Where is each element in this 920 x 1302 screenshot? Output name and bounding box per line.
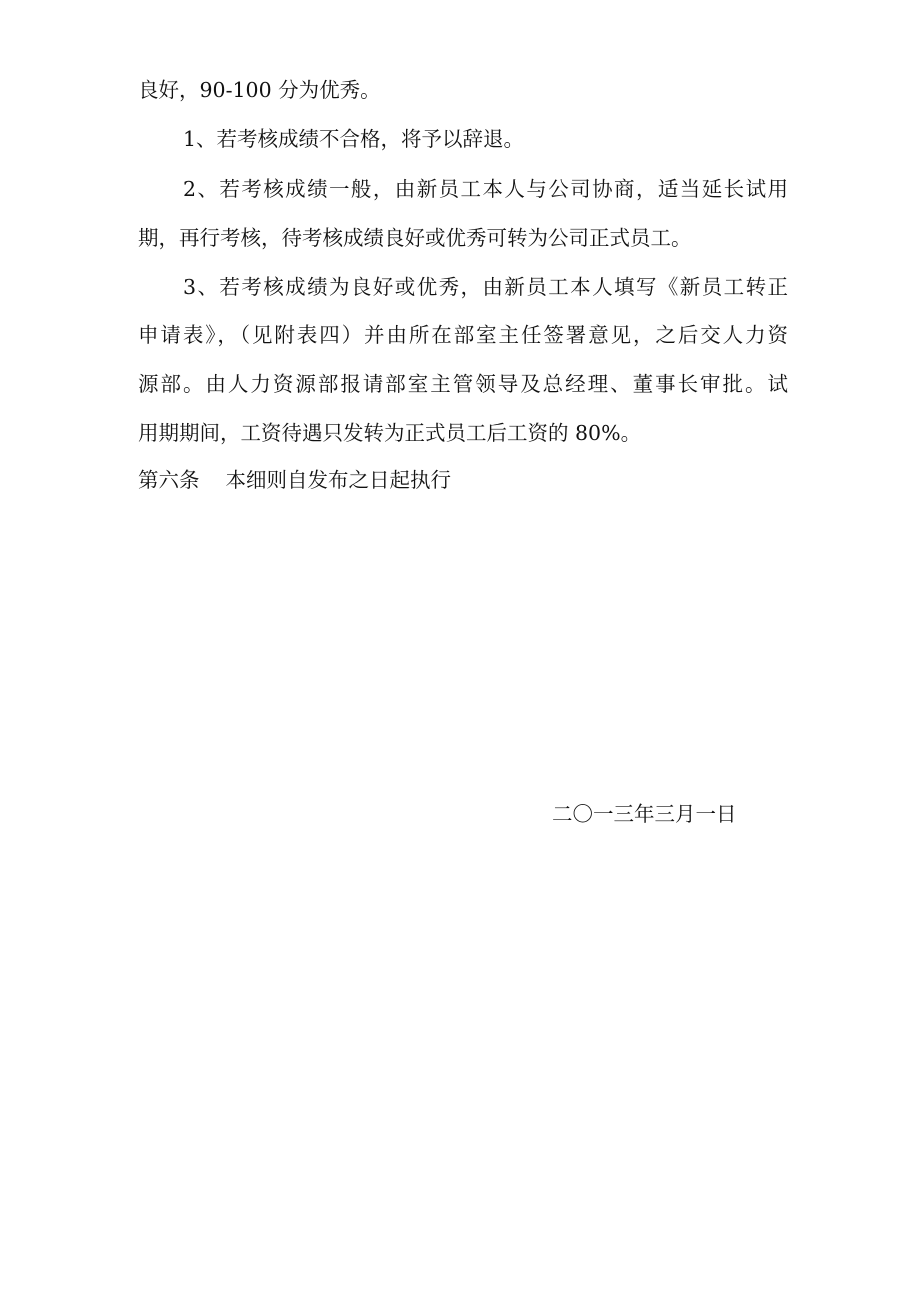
document-date: 二〇一三年三月一日 — [552, 802, 737, 826]
item-3-line: 3、若考核成绩为良好或优秀，由新员工本人填写《新员工转正 — [183, 275, 788, 299]
item-3-continuation: 用期期间，工资待遇只发转为正式员工后工资的 80%。 — [138, 421, 642, 445]
article-six-number: 第六条 — [138, 468, 200, 492]
item-1-line: 1、若考核成绩不合格，将予以辞退。 — [183, 127, 525, 151]
paragraph-line: 良好，90-100 分为优秀。 — [138, 78, 381, 102]
article-six-text: 本细则自发布之日起执行 — [225, 468, 451, 492]
item-3-continuation: 申请表》，（见附表四）并由所在部室主任签署意见，之后交人力资 — [138, 323, 788, 347]
article-six — [138, 468, 788, 492]
item-2-continuation: 期，再行考核，待考核成绩良好或优秀可转为公司正式员工。 — [138, 226, 692, 250]
item-3-continuation: 源部。由人力资源部报请部室主管领导及总经理、董事长审批。试 — [138, 372, 788, 396]
item-2-line: 2、若考核成绩一般，由新员工本人与公司协商，适当延长试用 — [183, 177, 788, 201]
